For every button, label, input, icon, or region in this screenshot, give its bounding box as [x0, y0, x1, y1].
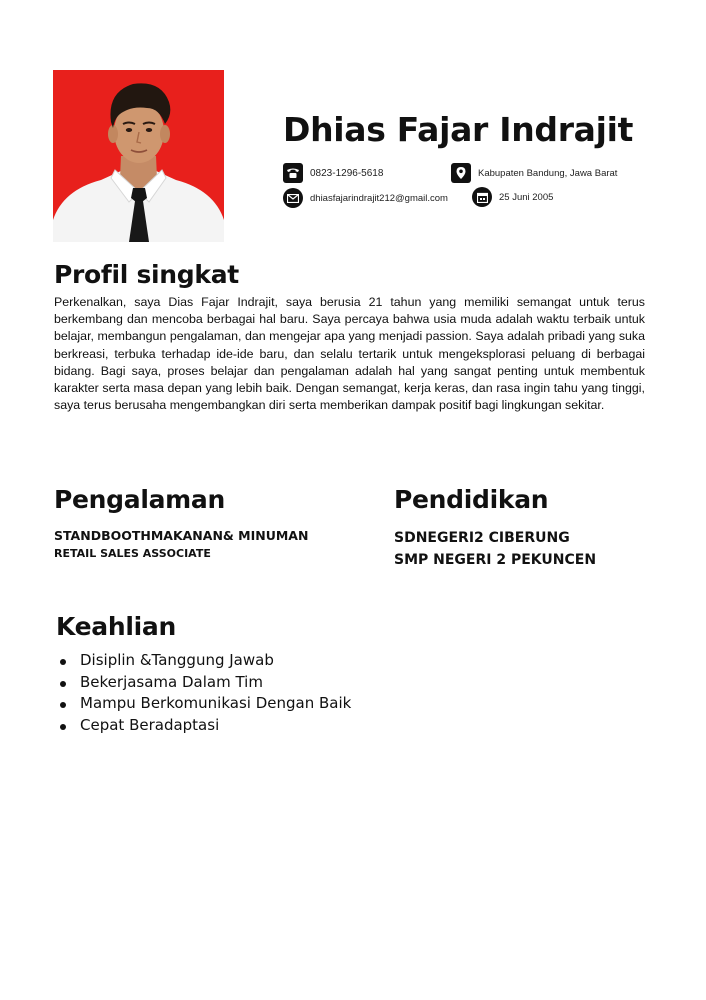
skill-item: [58, 715, 351, 737]
calendar-icon: [472, 187, 492, 207]
location-text: Kabupaten Bandung, Jawa Barat: [478, 167, 618, 179]
bullet-icon: [60, 702, 66, 708]
profile-summary: Perkenalkan, saya Dias Fajar Indrajit, saya berusia 21 tahun yang memiliki semangat untuk terus berkembang dan mencoba berbagai hal baru. Saya percaya bahwa usia muda adalah waktu terbaik untuk belajar, membangun pengalaman, dan mengejar apa yang menjadi passion. Saya adalah pribadi yang suka berkreasi, terbuka terhadap ide-ide baru, dan selalu tertarik untuk mengeksplorasi peluang di berbagai bidang. Bagi saya, proses belajar dan pengalaman adalah hal yang sangat penting untuk membentuk karakter serta masa depan yang lebih baik. Dengan semangat, kerja keras, dan rasa ingin tahu yang tinggi, saya terus berusaha mengembangkan diri serta memberikan dampak positif bagi lingkungan sekitar.: [54, 295, 645, 413]
profile-photo: [53, 70, 224, 242]
bullet-icon: [60, 659, 66, 665]
email-icon: [283, 188, 303, 208]
candidate-name: Dhias Fajar Indrajit: [283, 110, 634, 149]
email-address: dhiasfajarindrajit212@gmail.com: [310, 192, 448, 204]
skill-label: Cepat Beradaptasi: [80, 716, 220, 735]
contact-birthdate: [472, 187, 553, 207]
skill-label: Disiplin &Tanggung Jawab: [80, 651, 274, 669]
skill-label: Mampu Berkomunikasi Dengan Baik: [80, 694, 352, 713]
birthdate-text: 25 Juni 2005: [499, 191, 554, 203]
skills-list: [58, 650, 351, 737]
education-item: SMP NEGERI 2 PEKUNCEN: [394, 552, 597, 568]
contact-location: [451, 163, 617, 183]
experience-heading: Pengalaman: [54, 485, 225, 514]
skills-heading: Keahlian: [56, 612, 176, 641]
skill-item: [58, 672, 351, 694]
bullet-icon: [60, 681, 66, 687]
bullet-icon: [60, 724, 66, 730]
education-item: SDNEGERI2 CIBERUNG: [394, 530, 570, 546]
skill-item: [58, 693, 351, 715]
skill-label: Bekerjasama Dalam Tim: [80, 672, 263, 691]
education-heading: Pendidikan: [394, 485, 549, 514]
phone-icon: [283, 163, 303, 183]
profile-heading: Profil singkat: [54, 260, 239, 289]
experience-item: STANDBOOTHMAKANAN& MINUMAN: [54, 528, 309, 543]
contact-email: [283, 188, 448, 208]
phone-number: 0823-1296-5618: [310, 167, 384, 179]
contact-phone: [283, 163, 383, 183]
skill-item: [58, 650, 351, 672]
experience-item: RETAIL SALES ASSOCIATE: [54, 547, 211, 560]
location-pin-icon: [451, 163, 471, 183]
